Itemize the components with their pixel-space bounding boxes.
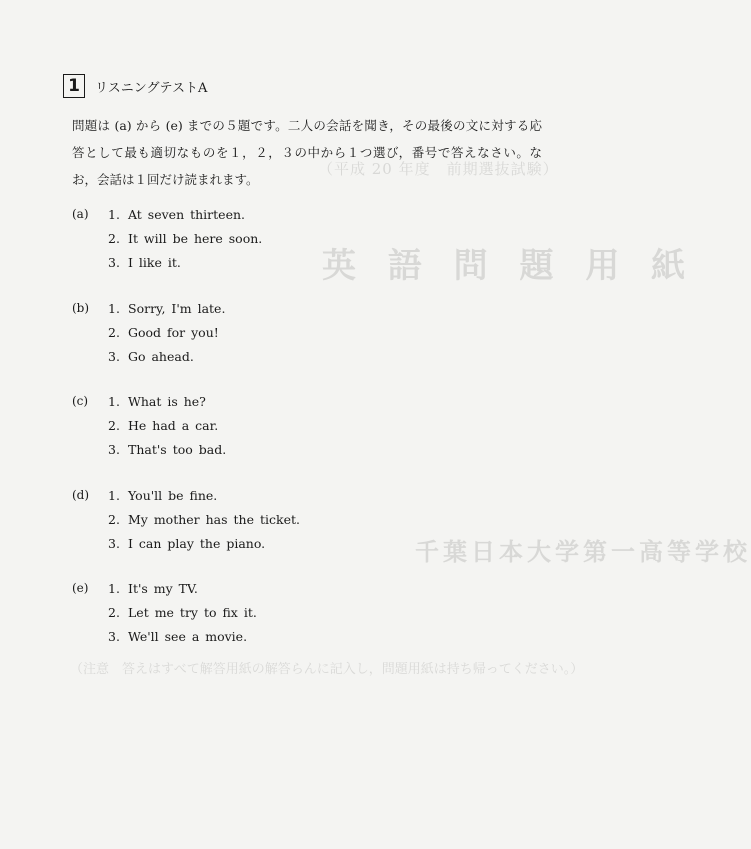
option-text: It will be here soon. bbox=[128, 231, 263, 246]
option-text: I can play the piano. bbox=[128, 535, 266, 551]
answer-option bbox=[108, 605, 257, 620]
option-number: 3. bbox=[108, 442, 120, 457]
question-label: (a) bbox=[72, 207, 89, 221]
answer-option bbox=[108, 512, 300, 527]
option-text: Good for you! bbox=[128, 324, 219, 340]
question-label: (d) bbox=[72, 487, 90, 502]
option-number: 1. bbox=[108, 581, 120, 596]
instructions: 問題は (a) から (e) までの５題です。二人の会話を聞き，その最後の文に対する応答として最も適切なものを１，２，３の中から１つ選び，番号で答えなさい。なお，会話は１回だけ読まれます。 bbox=[72, 118, 542, 187]
option-text: We'll see a movie. bbox=[128, 629, 248, 644]
answer-option bbox=[108, 301, 225, 316]
answer-option bbox=[108, 629, 247, 644]
option-number: 3. bbox=[108, 629, 120, 644]
section-number-box: 1 bbox=[63, 74, 85, 98]
section-title: リスニングテストA bbox=[95, 80, 208, 96]
answer-option bbox=[108, 325, 219, 340]
option-number: 3. bbox=[108, 348, 120, 364]
answer-option bbox=[108, 231, 262, 246]
question-label: (c) bbox=[72, 394, 89, 408]
option-number: 3. bbox=[108, 255, 120, 270]
option-text: Go ahead. bbox=[128, 348, 194, 364]
answer-option bbox=[108, 418, 218, 433]
answer-option bbox=[108, 581, 198, 596]
option-number: 3. bbox=[108, 535, 120, 551]
option-number: 1. bbox=[108, 300, 120, 316]
bleed-through-text: 千葉日本大学第一高等学校 bbox=[415, 537, 751, 566]
option-number: 2. bbox=[108, 605, 120, 620]
option-text: I like it. bbox=[128, 255, 181, 270]
question-label: (b) bbox=[72, 300, 90, 315]
answer-option bbox=[108, 349, 194, 364]
bleed-through-text: （平成 20 年度 前期選抜試験） bbox=[318, 160, 559, 178]
answer-option bbox=[108, 488, 217, 503]
answer-option bbox=[108, 394, 206, 409]
section-header bbox=[63, 74, 207, 98]
option-number: 2. bbox=[108, 231, 120, 246]
option-text: At seven thirteen. bbox=[128, 207, 245, 222]
option-text: That's too bad. bbox=[128, 442, 227, 457]
bleed-through-text: 英 語 問 題 用 紙 bbox=[322, 246, 696, 286]
option-text: Sorry, I'm late. bbox=[128, 300, 226, 316]
option-number: 2. bbox=[108, 324, 120, 340]
option-text: My mother has the ticket. bbox=[128, 511, 300, 527]
option-number: 2. bbox=[108, 511, 120, 527]
bleed-through-text: （注意 答えはすべて解答用紙の解答らんに記入し，問題用紙は持ち帰ってください。） bbox=[70, 662, 584, 677]
option-number: 2. bbox=[108, 418, 120, 433]
option-text: He had a car. bbox=[128, 418, 219, 433]
option-text: You'll be fine. bbox=[128, 487, 218, 503]
answer-option bbox=[108, 207, 245, 222]
answer-option bbox=[108, 536, 265, 551]
option-number: 1. bbox=[108, 394, 120, 409]
option-number: 1. bbox=[108, 487, 120, 503]
answer-option bbox=[108, 255, 181, 270]
option-text: Let me try to fix it. bbox=[128, 605, 257, 620]
option-text: It's my TV. bbox=[128, 581, 198, 596]
option-number: 1. bbox=[108, 207, 120, 222]
option-text: What is he? bbox=[128, 394, 206, 409]
answer-option bbox=[108, 442, 226, 457]
question-label: (e) bbox=[72, 581, 89, 595]
